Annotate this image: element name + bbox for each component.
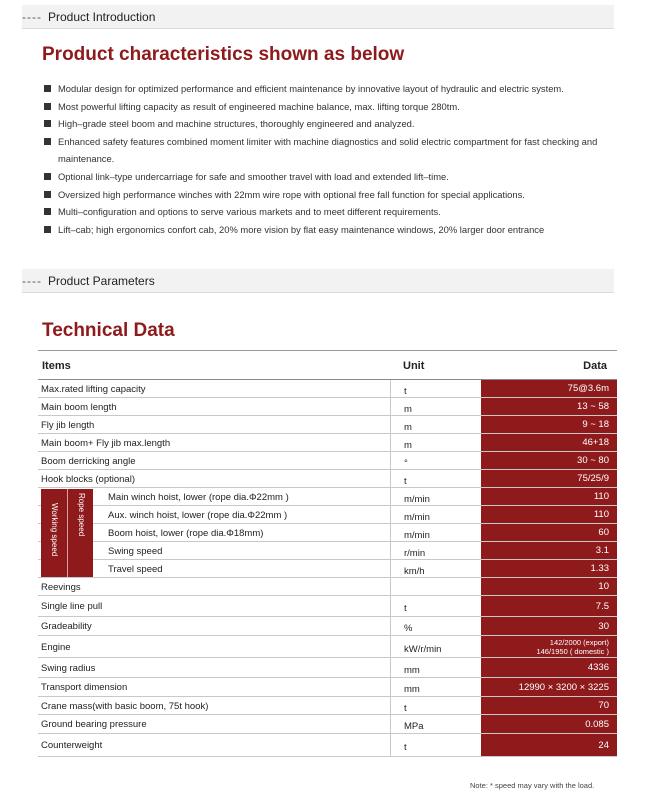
table-row xyxy=(38,560,617,578)
table-row xyxy=(38,636,617,658)
column-divider xyxy=(390,380,391,397)
column-divider xyxy=(390,578,391,595)
table-note: Note: * speed may vary with the load. xyxy=(470,781,595,790)
table-row xyxy=(38,416,617,434)
bullet-icon xyxy=(44,226,51,233)
row-data-value xyxy=(481,524,617,541)
feature-item: Lift–cab; high ergonomics confort cab, 20% more vision by flat easy maintenance windows, 20% larger door entrance xyxy=(44,221,619,239)
row-data-value xyxy=(481,416,617,433)
row-item-label: Boom derricking angle xyxy=(41,456,136,467)
feature-item: Most powerful lifting capacity as result of engineered machine balance, max. lifting torque 280tm. xyxy=(44,98,619,116)
row-unit: km/h xyxy=(404,566,425,577)
column-divider xyxy=(390,488,391,505)
row-item-label: Aux. winch hoist, lower (rope dia.Φ22mm ) xyxy=(108,510,288,521)
table-body xyxy=(38,380,617,757)
row-data-value xyxy=(481,715,617,733)
rope-speed-label: Rope speed xyxy=(77,493,86,537)
row-unit: % xyxy=(404,623,413,634)
column-header-data: Data xyxy=(583,360,607,372)
column-divider xyxy=(390,398,391,415)
feature-item: High–grade steel boom and machine structures, thoroughly engineered and analyzed. xyxy=(44,115,619,133)
table-row xyxy=(38,452,617,470)
row-data-text: 75@3.6m xyxy=(567,383,609,394)
row-item-label: Engine xyxy=(41,642,71,653)
row-data-text: 70 xyxy=(598,700,609,711)
group-divider xyxy=(67,489,68,577)
row-data-value xyxy=(481,542,617,559)
bullet-icon xyxy=(44,103,51,110)
row-item-label: Fly jib length xyxy=(41,420,95,431)
section-title: Product Parameters xyxy=(47,274,155,288)
row-data-text: 13 ~ 58 xyxy=(577,401,609,412)
row-data-value xyxy=(481,678,617,696)
table-row xyxy=(38,524,617,542)
feature-item: Optional link–type undercarriage for safe and smoother travel with load and extended lift–time. xyxy=(44,168,619,186)
technical-data-heading: Technical Data xyxy=(42,320,175,341)
column-divider xyxy=(390,560,391,577)
column-header-unit: Unit xyxy=(403,360,425,372)
row-unit: t xyxy=(404,386,407,397)
row-data-text: 75/25/9 xyxy=(577,473,609,484)
row-data-value xyxy=(481,734,617,756)
section-title: Product Introduction xyxy=(47,10,156,24)
row-data-text: 7.5 xyxy=(595,601,609,612)
section-bar-product-introduction xyxy=(22,5,614,29)
working-speed-label: Working speed xyxy=(50,503,59,557)
row-data-text: 110 xyxy=(593,491,609,502)
table-row xyxy=(38,542,617,560)
column-divider xyxy=(390,596,391,616)
row-data-text: 3.1 xyxy=(595,545,609,556)
column-header-items: Items xyxy=(42,360,71,372)
row-item-label: Transport dimension xyxy=(41,682,128,693)
table-header xyxy=(38,350,617,380)
table-row xyxy=(38,488,617,506)
section-dash: ---- xyxy=(22,274,42,288)
row-data-line: 146/1950 ( domestic ) xyxy=(536,647,609,656)
bullet-icon xyxy=(44,120,51,127)
row-data-value xyxy=(481,560,617,577)
row-data-text: 4336 xyxy=(587,662,609,673)
row-data-value xyxy=(481,636,617,657)
bullet-icon xyxy=(44,173,51,180)
row-unit: r/min xyxy=(404,548,426,559)
section-dash: ---- xyxy=(22,10,42,24)
row-item-label: Main boom length xyxy=(41,402,117,413)
row-data-text: 60 xyxy=(598,527,609,538)
table-row xyxy=(38,697,617,715)
row-unit: t xyxy=(404,476,407,487)
row-data-value xyxy=(481,434,617,451)
column-divider xyxy=(390,434,391,451)
row-data-text: 1.33 xyxy=(590,563,609,574)
table-row xyxy=(38,434,617,452)
table-row xyxy=(38,398,617,416)
feature-item: Multi–configuration and options to serve various markets and to meet different requirements. xyxy=(44,203,619,221)
row-item-label: Main winch hoist, lower (rope dia.Φ22mm ) xyxy=(108,492,289,503)
row-item-label: Counterweight xyxy=(41,740,103,751)
column-divider xyxy=(390,715,391,733)
row-data-value xyxy=(481,617,617,635)
table-row xyxy=(38,734,617,757)
column-divider xyxy=(390,470,391,487)
row-data-text: 46+18 xyxy=(582,437,609,448)
row-unit: mm xyxy=(404,684,420,695)
row-data-value xyxy=(481,380,617,397)
row-data-text: 30 xyxy=(598,621,609,632)
row-data-text: 10 xyxy=(598,581,609,592)
row-data-text: 110 xyxy=(593,509,609,520)
row-data-text: 30 ~ 80 xyxy=(577,455,609,466)
bullet-icon xyxy=(44,191,51,198)
table-row xyxy=(38,617,617,636)
row-unit: m xyxy=(404,404,412,415)
column-divider xyxy=(390,678,391,696)
table-row xyxy=(38,596,617,617)
row-unit: kW/r/min xyxy=(404,644,442,655)
column-divider xyxy=(390,658,391,677)
table-row xyxy=(38,715,617,734)
row-unit: MPa xyxy=(404,721,424,732)
row-item-label: Boom hoist, lower (rope dia.Φ18mm) xyxy=(108,528,264,539)
bullet-icon xyxy=(44,208,51,215)
row-unit: mm xyxy=(404,665,420,676)
column-divider xyxy=(390,506,391,523)
row-data-line: 142/2000 (export) xyxy=(549,638,609,647)
row-unit: m xyxy=(404,440,412,451)
row-data-value xyxy=(481,452,617,469)
row-item-label: Reevings xyxy=(41,582,81,593)
row-item-label: Crane mass(with basic boom, 75t hook) xyxy=(41,701,209,712)
feature-list xyxy=(44,80,619,238)
row-data-value xyxy=(481,398,617,415)
row-item-label: Travel speed xyxy=(108,564,163,575)
row-item-label: Swing speed xyxy=(108,546,163,557)
row-item-label: Gradeability xyxy=(41,621,92,632)
row-unit: m/min xyxy=(404,530,430,541)
row-unit: m/min xyxy=(404,494,430,505)
row-item-label: Swing radius xyxy=(41,663,96,674)
table-row xyxy=(38,678,617,697)
row-data-value xyxy=(481,596,617,616)
row-unit: m/min xyxy=(404,512,430,523)
row-data-value xyxy=(481,506,617,523)
row-data-value xyxy=(481,578,617,595)
row-item-label: Single line pull xyxy=(41,601,103,612)
row-item-label: Ground bearing pressure xyxy=(41,719,147,730)
feature-item: Oversized high performance winches with 22mm wire rope with optional free fall function for special applications. xyxy=(44,186,619,204)
column-divider xyxy=(390,617,391,635)
row-unit: t xyxy=(404,603,407,614)
row-data-value xyxy=(481,658,617,677)
table-row xyxy=(38,470,617,488)
row-data-value xyxy=(481,470,617,487)
row-unit: m xyxy=(404,422,412,433)
bullet-icon xyxy=(44,138,51,145)
column-divider xyxy=(390,524,391,541)
table-row xyxy=(38,658,617,678)
column-divider xyxy=(390,734,391,756)
column-divider xyxy=(390,636,391,657)
product-characteristics-heading: Product characteristics shown as below xyxy=(42,44,405,65)
row-unit: t xyxy=(404,742,407,753)
bullet-icon xyxy=(44,85,51,92)
column-divider xyxy=(390,416,391,433)
row-data-text: 0.085 xyxy=(585,719,609,730)
section-bar-product-parameters xyxy=(22,269,614,293)
row-unit: t xyxy=(404,703,407,714)
column-divider xyxy=(390,452,391,469)
row-data-text: 12990 × 3200 × 3225 xyxy=(518,682,609,693)
row-item-label: Max.rated lifting capacity xyxy=(41,384,146,395)
working-speed-group xyxy=(41,489,93,577)
technical-data-table xyxy=(38,350,617,757)
row-unit: ° xyxy=(404,458,408,469)
row-item-label: Main boom+ Fly jib max.length xyxy=(41,438,171,449)
table-row xyxy=(38,380,617,398)
row-data-value xyxy=(481,488,617,505)
row-item-label: Hook blocks (optional) xyxy=(41,474,135,485)
column-divider xyxy=(390,542,391,559)
column-divider xyxy=(390,697,391,714)
row-data-text: 9 ~ 18 xyxy=(582,419,609,430)
table-row xyxy=(38,506,617,524)
row-data-text: 24 xyxy=(598,740,609,751)
table-row xyxy=(38,578,617,596)
feature-item: Enhanced safety features combined moment limiter with machine diagnostics and solid electric compartment for fast checking and maintenance. xyxy=(44,133,619,168)
feature-item: Modular design for optimized performance and efficient maintenance by innovative layout of hydraulic and electric system. xyxy=(44,80,619,98)
row-data-value xyxy=(481,697,617,714)
